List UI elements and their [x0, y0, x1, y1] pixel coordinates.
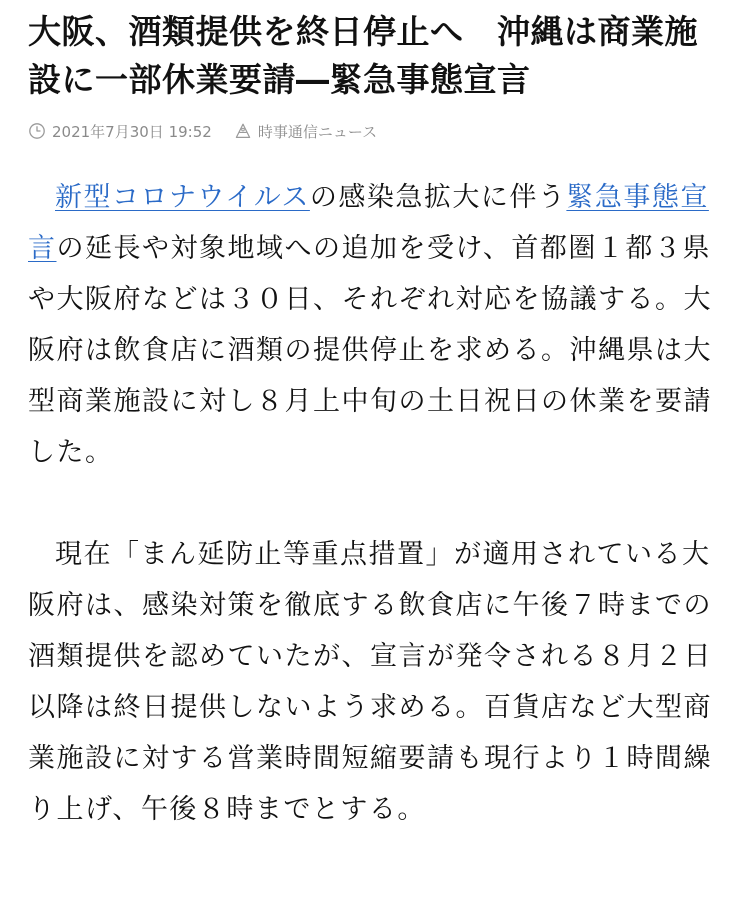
topic-link-state-of-emergency[interactable]: 緊急事態宣言 — [28, 182, 709, 264]
clock-icon — [28, 122, 46, 140]
topic-link-coronavirus[interactable]: 新型コロナウイルス — [55, 182, 310, 213]
article-title: 大阪、酒類提供を終日停止へ 沖縄は商業施設に一部休業要請―緊急事態宣言 — [28, 12, 698, 99]
publish-date — [28, 121, 212, 142]
article-paragraph: 現在「まん延防止等重点措置」が適用されている大阪府は、感染対策を徹底する飲食店に午後７時までの酒類提供を認めていたが、宣言が発令される８月２日以降は終日提供しないよう求める。百貨店など大型商業施設に対する営業時間短縮要請も現行より１時間繰り上げ、午後８時までとする。 — [28, 539, 712, 825]
article-meta — [28, 118, 722, 144]
publish-date-text: 2021年7月30日 19:52 — [52, 122, 212, 141]
source-name: 時事通信ニュース — [257, 122, 378, 141]
paragraph-text: の感染急拡大に伴う — [309, 182, 567, 213]
article-source — [234, 121, 377, 142]
paragraph-text: の延長や対象地域への追加を受け、首都圏１都３県や大阪府などは３０日、それぞれ対応を協議する。大阪府は飲食店に酒類の提供停止を求める。沖縄県は大型商業施設に対し８月上中旬の土日祝日の休業を要請した。 — [28, 233, 712, 468]
article-body — [28, 172, 722, 835]
source-icon — [234, 122, 252, 140]
article-paragraph — [28, 172, 722, 478]
